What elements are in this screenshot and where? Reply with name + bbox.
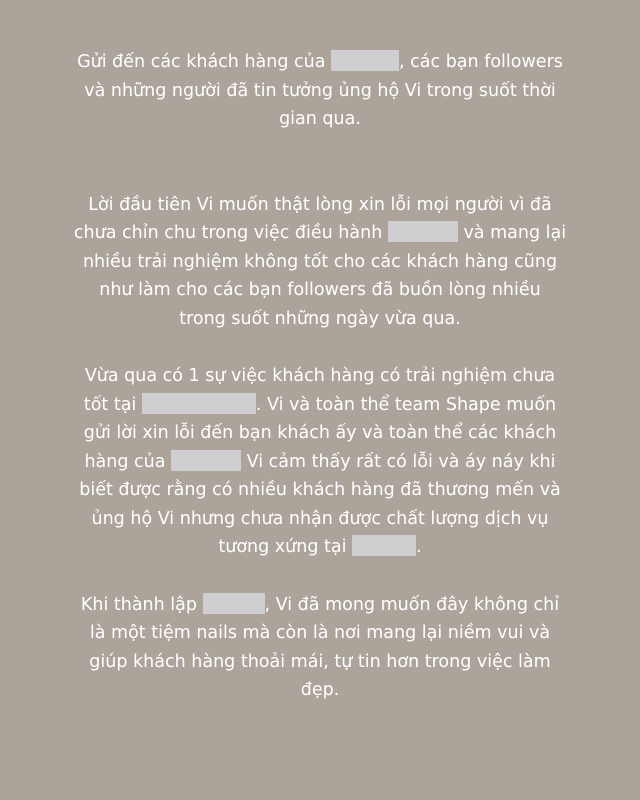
text: . Vi và toàn thể team Shape muốn <box>255 394 557 415</box>
paragraph-spacer <box>40 333 600 362</box>
text: Gửi đến các khách hàng của <box>77 52 332 72</box>
text: hàng của <box>84 451 172 472</box>
text: biết được rằng có nhiều khách hàng đã thương mến và <box>79 480 561 500</box>
paragraph-spacer <box>40 562 600 591</box>
redacted-name <box>203 593 265 614</box>
text: là một tiệm nails mà còn là nơi mang lại niềm vui và <box>89 623 551 643</box>
text: giúp khách hàng thoải mái, tự tin hơn trong việc làm <box>89 651 551 672</box>
paragraph-founding <box>40 591 600 705</box>
text: chưa chỉn chu trong việc điều hành <box>73 223 388 243</box>
text: Vi cảm thấy rất có lỗi và áy náy khi <box>241 451 556 472</box>
text: tốt tại <box>83 394 142 415</box>
redacted-name <box>171 450 241 471</box>
text: tương xứng tại <box>218 537 353 557</box>
text: và những người đã tin tưởng ủng hộ Vi trong suốt thời <box>84 80 556 101</box>
redacted-name <box>388 221 458 242</box>
text: và mang lại <box>457 223 567 243</box>
text: ủng hộ Vi nhưng chưa nhận được chất lượng dịch vụ <box>91 508 549 529</box>
redacted-name <box>331 50 399 71</box>
text: Lời đầu tiên Vi muốn thật lòng xin lỗi mọi người vì đã <box>88 194 552 215</box>
text: đẹp. <box>300 680 340 700</box>
text: , Vi đã mong muốn đây không chỉ <box>264 594 560 615</box>
text: Vừa qua có 1 sự việc khách hàng có trải nghiệm chưa <box>84 366 556 386</box>
text: nhiều trải nghiệm không tốt cho các khách hàng cũng <box>82 251 558 272</box>
redacted-name <box>352 535 416 556</box>
paragraph-incident <box>40 362 600 562</box>
text: như làm cho các bạn followers đã buồn lòng nhiều <box>99 280 541 300</box>
text: gửi lời xin lỗi đến bạn khách ấy và toàn thể các khách <box>83 423 557 443</box>
redacted-name <box>142 393 256 414</box>
paragraph-apology <box>40 191 600 334</box>
apology-letter <box>40 48 600 705</box>
paragraph-greeting <box>40 48 600 134</box>
text: trong suốt những ngày vừa qua. <box>179 308 461 329</box>
text: Khi thành lập <box>80 594 203 615</box>
text: . <box>416 537 422 557</box>
text: gian qua. <box>279 109 361 129</box>
text: , các bạn followers <box>399 52 563 72</box>
paragraph-spacer <box>40 134 600 191</box>
